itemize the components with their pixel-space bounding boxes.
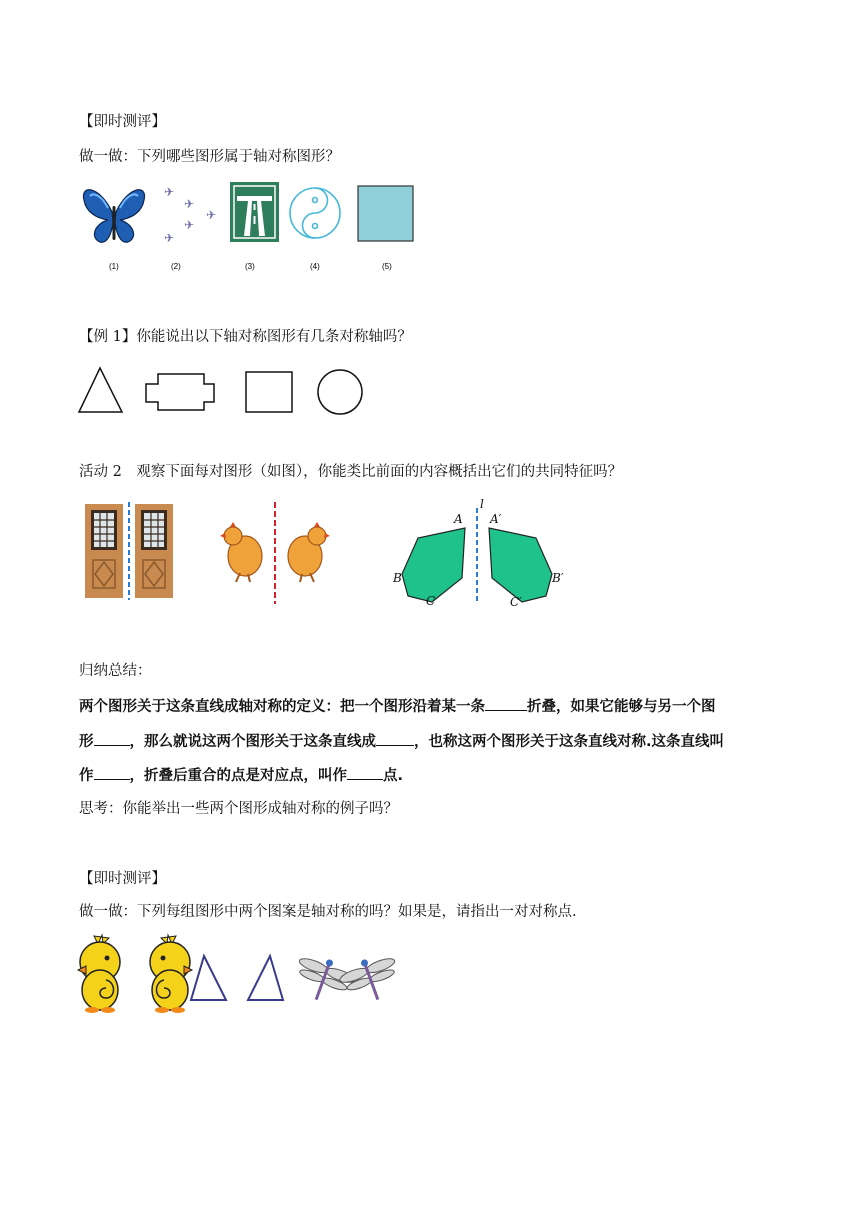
think-text: 思考：你能举出一些两个图形成轴对称的例子吗？ xyxy=(79,801,398,817)
section2-heading: 【即时测评】 xyxy=(79,871,166,887)
section1-heading: 【即时测评】 xyxy=(79,114,166,130)
symmetric-polygons xyxy=(392,497,564,609)
svg-text:✈: ✈ xyxy=(184,197,195,211)
airplanes-icon xyxy=(164,185,216,245)
label-A: A xyxy=(454,512,463,526)
highway-sign-icon xyxy=(230,182,279,242)
caption-3: (3) xyxy=(245,262,255,271)
blank-1 xyxy=(485,696,527,711)
definition-line-1: 两个图形关于这条直线成轴对称的定义：把一个图形沿着某一条 折叠，如果它能够与另一个图 xyxy=(79,696,716,717)
blank-2 xyxy=(94,731,130,746)
butterfly-icon xyxy=(83,190,144,242)
svg-text:✈: ✈ xyxy=(164,231,175,245)
label-B: B xyxy=(393,571,402,585)
section2-figures xyxy=(76,930,396,1020)
chickens-icon xyxy=(220,502,330,604)
svg-text:✈: ✈ xyxy=(206,208,217,222)
triangle-shape xyxy=(79,368,122,412)
activity2-text: 活动 2 观察下面每对图形（如图），你能类比前面的内容概括出它们的共同特征吗？ xyxy=(79,464,623,480)
label-A-prime: A′ xyxy=(490,512,502,526)
example1-text: 【例 1】你能说出以下轴对称图形有几条对称轴吗？ xyxy=(79,329,412,345)
blank-5 xyxy=(347,765,383,780)
section1-question: 做一做：下列哪些图形属于轴对称图形？ xyxy=(79,149,340,165)
blank-3 xyxy=(376,731,414,746)
triangle-right xyxy=(248,956,283,1000)
summary-heading: 归纳总结： xyxy=(79,663,152,679)
dragonflies-icon xyxy=(289,950,405,1010)
blank-4 xyxy=(94,765,130,780)
square-icon xyxy=(358,186,413,241)
definition-line-2: 形 ，那么就说这两个图形关于这条直线成 ，也称这两个图形关于这条直线对称.这条直线叫 xyxy=(79,731,724,752)
label-l: l xyxy=(480,497,484,511)
taiji-icon xyxy=(290,188,340,238)
caption-4: (4) xyxy=(310,262,320,271)
rectangle-shape xyxy=(246,372,292,412)
cross-rectangle-shape xyxy=(146,374,214,410)
triangle-left xyxy=(191,956,226,1000)
definition-line-3: 作 ，折叠后重合的点是对应点，叫作 点. xyxy=(79,765,403,786)
chicks-icon xyxy=(78,935,192,1013)
doors-icon xyxy=(85,502,173,600)
label-C: C xyxy=(426,594,436,608)
svg-text:✈: ✈ xyxy=(184,218,195,232)
svg-text:✈: ✈ xyxy=(164,185,175,199)
label-B-prime: B′ xyxy=(552,571,564,585)
circle-shape xyxy=(318,370,362,414)
caption-1: (1) xyxy=(109,262,119,271)
example1-shapes xyxy=(76,364,376,416)
activity2-figures xyxy=(80,498,600,608)
caption-5: (5) xyxy=(382,262,392,271)
section2-question: 做一做：下列每组图形中两个图案是轴对称的吗？如果是，请指出一对对称点. xyxy=(79,904,577,920)
symmetry-figures-row xyxy=(78,178,438,278)
caption-2: (2) xyxy=(171,262,181,271)
label-C-prime: C′ xyxy=(510,595,522,609)
